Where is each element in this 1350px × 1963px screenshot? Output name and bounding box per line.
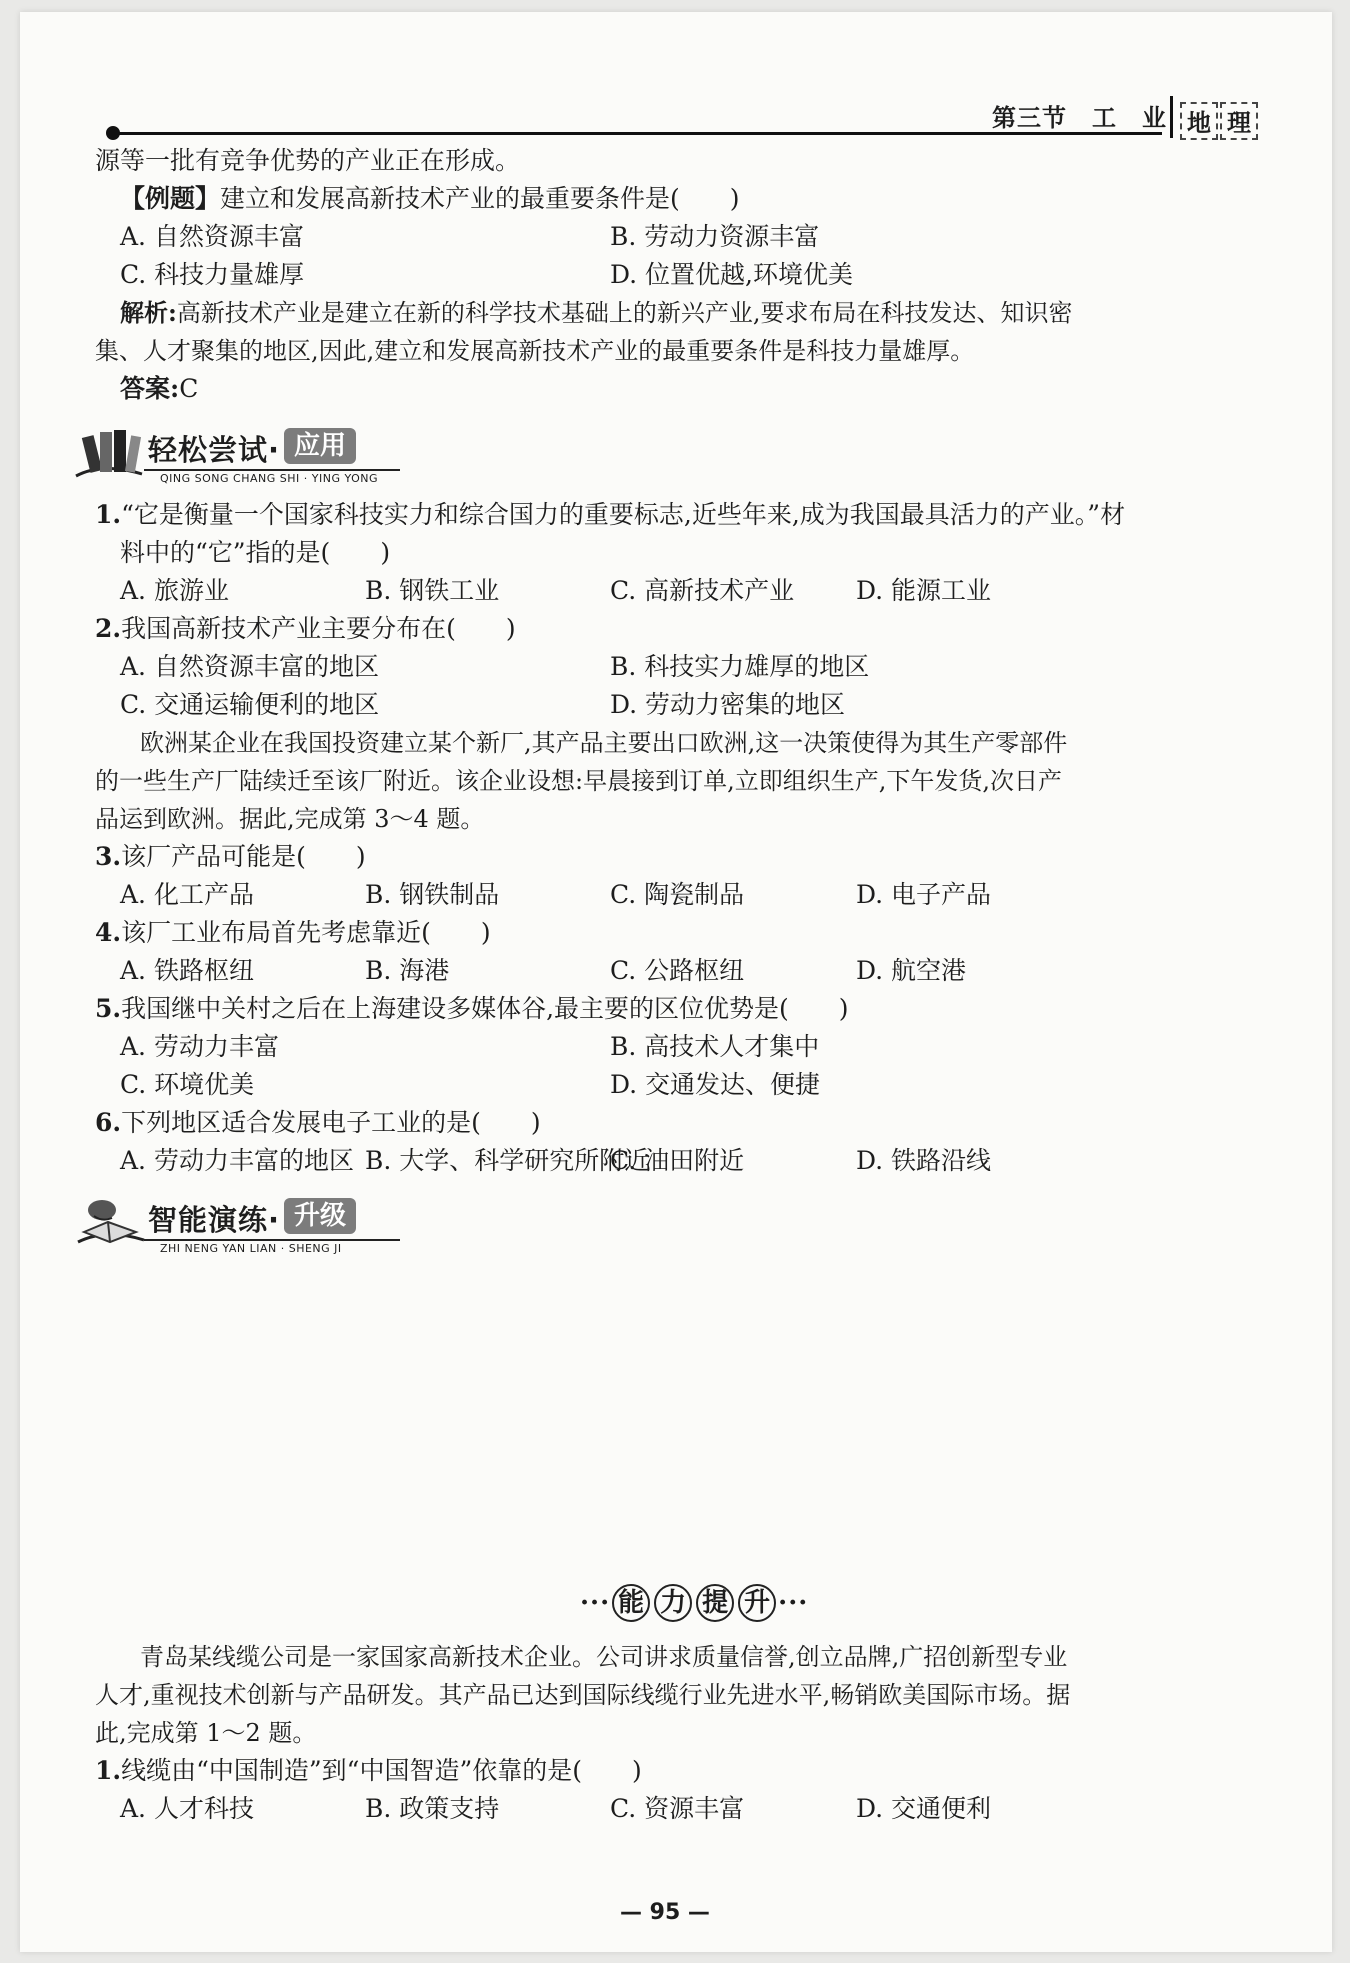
section-title-drill: 智能演练·	[148, 1203, 281, 1237]
q7-option-c: C. 资源丰富	[610, 1794, 745, 1823]
subject-char-1: 地	[1180, 102, 1218, 140]
passage2-line2: 人才,重视技术创新与产品研发。其产品已达到国际线缆行业先进水平,畅销欧美国际市场。据	[95, 1681, 1071, 1709]
open-book-icon	[72, 1192, 150, 1254]
section-title: 第三节 工 业	[992, 103, 1167, 132]
q1-stem-line1: 1.“它是衡量一个国家科技实力和综合国力的重要标志,近些年来,成为我国最具活力的产业。”材	[95, 500, 1126, 529]
q4-stem: 4.该厂工业布局首先考虑靠近( )	[95, 918, 491, 947]
q4-option-c: C. 公路枢纽	[610, 956, 745, 985]
q3-option-c: C. 陶瓷制品	[610, 880, 745, 909]
q6-option-a: A. 劳动力丰富的地区	[120, 1146, 354, 1175]
q2-option-a: A. 自然资源丰富的地区	[120, 652, 379, 681]
page	[20, 12, 1332, 1952]
page-number: — 95 —	[620, 1900, 710, 1925]
q6-option-c: C. 油田附近	[610, 1146, 745, 1175]
q5-option-c: C. 环境优美	[120, 1070, 255, 1099]
answer	[120, 372, 198, 406]
q5-option-d: D. 交通发达、便捷	[610, 1070, 821, 1099]
analysis-line-2: 集、人才聚集的地区,因此,建立和发展高新技术产业的最重要条件是科技力量雄厚。	[95, 337, 975, 365]
q5-stem: 5.我国继中关村之后在上海建设多媒体谷,最主要的区位优势是( )	[95, 994, 849, 1023]
example-label: 【例题】	[120, 184, 221, 213]
q1-option-a: A. 旅游业	[120, 576, 229, 605]
example-option-d: D. 位置优越,环境优美	[610, 260, 853, 289]
q4-option-b: B. 海港	[365, 956, 450, 985]
q6-option-b: B. 大学、科学研究所附近	[365, 1146, 650, 1175]
example-option-a: A. 自然资源丰富	[120, 222, 304, 251]
intro-text: 源等一批有竞争优势的产业正在形成。	[95, 146, 521, 175]
q3-option-a: A. 化工产品	[120, 880, 254, 909]
q4-option-d: D. 航空港	[856, 956, 967, 985]
q3-stem: 3.该厂产品可能是( )	[95, 842, 366, 871]
q7-option-a: A. 人才科技	[120, 1794, 254, 1823]
section-banner-practice	[72, 422, 402, 492]
books-icon	[72, 422, 150, 484]
example-question	[120, 182, 740, 216]
header-bullet	[106, 126, 120, 140]
q4-option-a: A. 铁路枢纽	[120, 956, 254, 985]
q1-option-c: C. 高新技术产业	[610, 576, 795, 605]
section-badge-practice: 应用	[284, 428, 356, 464]
q5-option-b: B. 高技术人才集中	[610, 1032, 820, 1061]
banner-underline	[144, 1239, 400, 1241]
q3-option-d: D. 电子产品	[856, 880, 992, 909]
subject-char-2: 理	[1220, 102, 1258, 140]
section-badge-drill: 升级	[284, 1198, 356, 1234]
q7-stem: 1.线缆由“中国制造”到“中国智造”依靠的是( )	[95, 1756, 642, 1785]
q1-stem-line2: 料中的“它”指的是( )	[120, 538, 391, 567]
section-title-practice: 轻松尝试·	[148, 433, 281, 467]
q7-option-d: D. 交通便利	[856, 1794, 992, 1823]
analysis-line-1: 解析:高新技术产业是建立在新的科学技术基础上的新兴产业,要求布局在科技发达、知识密	[120, 298, 1073, 327]
q6-stem: 6.下列地区适合发展电子工业的是( )	[95, 1108, 541, 1137]
passage1-line2: 的一些生产厂陆续迁至该厂附近。该企业设想:早晨接到订单,立即组织生产,下午发货,次日产	[95, 767, 1062, 795]
example-option-b: B. 劳动力资源丰富	[610, 222, 820, 251]
example-stem: 建立和发展高新技术产业的最重要条件是( )	[220, 184, 740, 213]
q2-option-d: D. 劳动力密集的地区	[610, 690, 846, 719]
q5-option-a: A. 劳动力丰富	[120, 1032, 279, 1061]
banner-underline	[144, 469, 400, 471]
analysis-label: 解析:	[120, 298, 177, 327]
section-pinyin-drill: ZHI NENG YAN LIAN · SHENG JI	[160, 1242, 342, 1255]
q1-option-d: D. 能源工业	[856, 576, 992, 605]
q2-option-b: B. 科技实力雄厚的地区	[610, 652, 870, 681]
q6-option-d: D. 铁路沿线	[856, 1146, 992, 1175]
answer-label: 答案:	[120, 374, 180, 403]
section-banner-drill	[72, 1192, 402, 1262]
q3-option-b: B. 钢铁制品	[365, 880, 500, 909]
example-option-c: C. 科技力量雄厚	[120, 260, 305, 289]
ability-heading: ··· 能 力 提 升 ···	[580, 1584, 808, 1622]
section-pinyin-practice: QING SONG CHANG SHI · YING YONG	[160, 472, 378, 485]
answer-value: C	[179, 374, 199, 403]
q2-option-c: C. 交通运输便利的地区	[120, 690, 380, 719]
q1-option-b: B. 钢铁工业	[365, 576, 500, 605]
passage2-line3: 此,完成第 1～2 题。	[95, 1719, 317, 1747]
header-divider	[1170, 96, 1173, 138]
passage1-line3: 品运到欧洲。据此,完成第 3～4 题。	[95, 805, 485, 833]
q2-stem: 2.我国高新技术产业主要分布在( )	[95, 614, 516, 643]
passage1-line1: 欧洲某企业在我国投资建立某个新厂,其产品主要出口欧洲,这一决策使得为其生产零部件	[140, 729, 1068, 757]
passage2-line1: 青岛某线缆公司是一家国家高新技术企业。公司讲求质量信誉,创立品牌,广招创新型专业	[140, 1643, 1068, 1671]
q7-option-b: B. 政策支持	[365, 1794, 500, 1823]
